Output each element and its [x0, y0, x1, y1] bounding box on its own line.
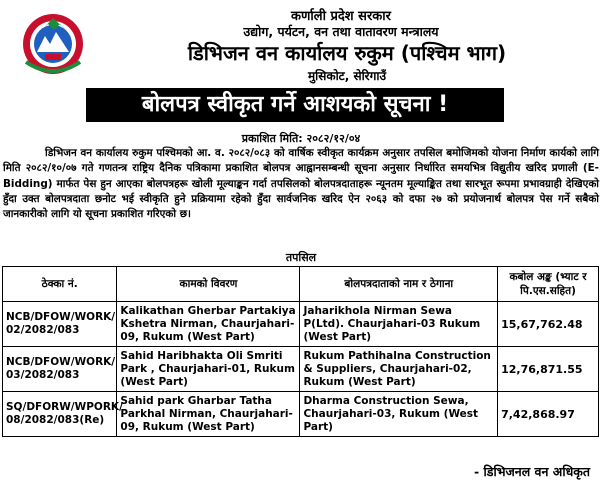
- table-row: [3, 392, 599, 437]
- office-address: मुसिकोट, सेरिगाउँ: [307, 69, 387, 83]
- work-description: Sahid Haribhakta Oli Smriti Park , Chaurjahari-01, Rukum (West Part): [117, 347, 300, 392]
- bidder-name: Jaharikhola Nirman Sewa P(Ltd). Chaurjahari-03 Rukum (West Part): [300, 302, 498, 347]
- contract-no: NCB/DFOW/WORK/ 02/2082/083: [3, 302, 117, 347]
- bid-amount: 15,67,762.48: [498, 302, 599, 347]
- ministry-name: उद्योग, पर्यटन, वन तथा वातावरण मन्त्रालय: [243, 24, 439, 39]
- table-row: [3, 347, 599, 392]
- col-work-description: कामको विवरण: [117, 267, 300, 302]
- col-bidder: बोलपत्रदाताको नाम र ठेगाना: [300, 267, 498, 302]
- publish-date: प्रकाशित मिति: २०८२/१२/०४: [241, 132, 361, 145]
- details-heading: तपसिल: [285, 251, 317, 264]
- govt-name: कर्णाली प्रदेश सरकार: [291, 9, 391, 24]
- notice-title-banner: बोलपत्र स्वीकृत गर्ने आशयको सूचना !: [86, 88, 504, 122]
- table-header-row: [3, 267, 599, 302]
- col-bid-amount: कबोल अङ्क (भ्याट र पि.एस.सहित): [498, 267, 599, 302]
- table-row: [3, 302, 599, 347]
- col-contract-no: ठेक्का नं.: [3, 267, 117, 302]
- bidder-name: Rukum Pathihalna Construction & Suppliers, Chaurjahari-02, Rukum (West Part): [300, 347, 498, 392]
- work-description: Kalikathan Gherbar Partakiya Kshetra Nirman, Chaurjahari-09, Rukum (West Part): [117, 302, 300, 347]
- bid-table: [2, 266, 599, 437]
- notice-paragraph: डिभिजन वन कार्यालय रुकुम पश्चिमको आ. व. २०८२/०८३ को वार्षिक स्वीकृत कार्यक्रम अनुसार तपसिल बमोजिमको योजना निर्माण कार्यको लागि मिति २०८२/१०/०७ गते गणतन्त्र राष्ट्रिय दैनिक पत्रिकामा प्रकाशित बोलपत्र आह्वानसम्बन्धी सूचना अनुसार निर्धारित समयभित्र विद्युतीय खरिद प्रणाली (E-Bidding) मार्फत पेस हुन आएका बोलपत्रहरू खोली मूल्याङ्कन गर्दा तपसिलको बोलपत्रदाताहरू न्यूनतम मूल्याङ्कित तथा सारभूत रूपमा प्रभावग्राही देखिएको हुँदा उक्त बोलपत्रदाता छनोट भई स्वीकृति हुने प्रक्रियामा रहेको हुँदा सार्वजनिक खरिद ऐन २०६३ को दफा २७ को प्रयोजनार्थ बोलपत्र पेस गर्ने सबैको जानकारीको लागि यो सूचना प्रकाशित गरिएको छ।: [3, 147, 599, 221]
- signatory: - डिभिजनल वन अधिकृत: [474, 464, 590, 479]
- contract-no: SQ/DFORW/WPORK/ 08/2082/083(Re): [3, 392, 117, 437]
- work-description: Sahid park Gharbar Tatha Parkhal Nirman, Chaurjahari-09, Rukum (West Part): [117, 392, 300, 437]
- contract-no: NCB/DFOW/WORK/ 03/2082/083: [3, 347, 117, 392]
- bid-amount: 7,42,868.97: [498, 392, 599, 437]
- bidder-name: Dharma Construction Sewa, Chaurjahari-03, Rukum (West Part): [300, 392, 498, 437]
- notice-body: [3, 146, 599, 222]
- bid-amount: 12,76,871.55: [498, 347, 599, 392]
- office-name: डिभिजन वन कार्यालय रुकुम (पश्चिम भाग): [187, 41, 507, 65]
